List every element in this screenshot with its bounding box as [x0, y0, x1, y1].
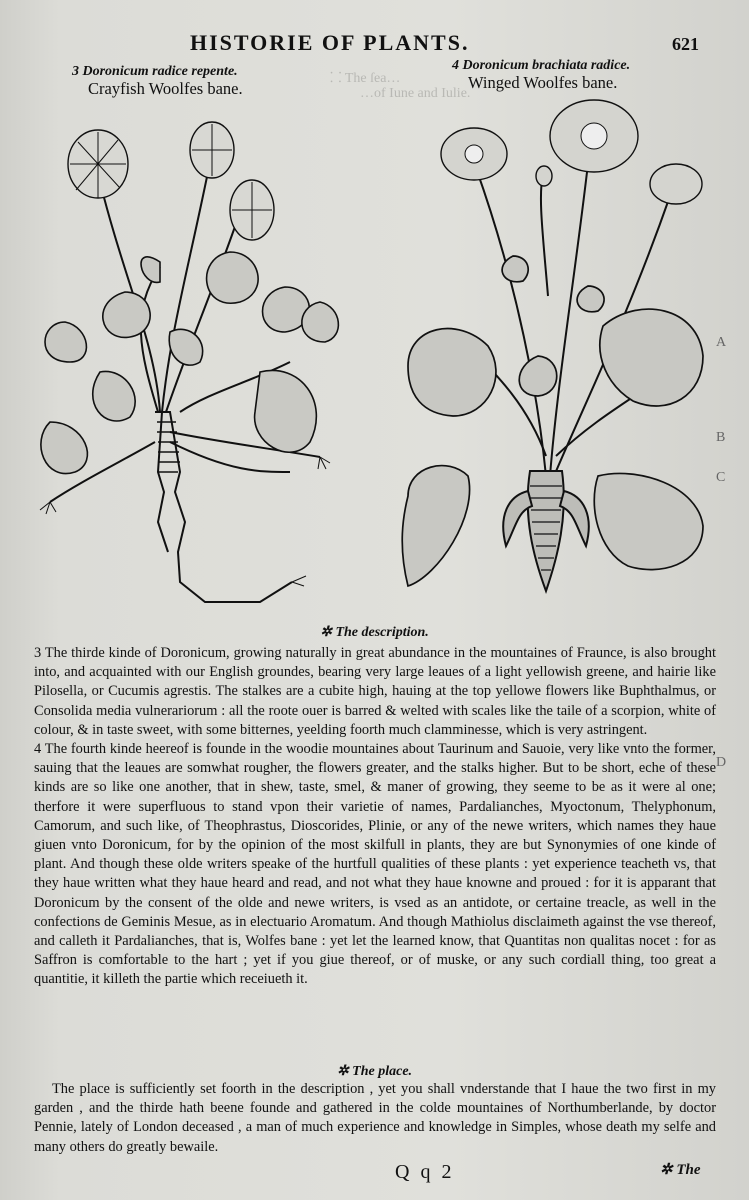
description-paragraph: 4 The fourth kinde heereof is founde in the woodie mountaines about Taurinum and Sauoie, very like vnto the former, sauing that the leaues are somwhat rougher, the flowers greater, and the stalks higher. But to be short, eche of these kinds are so like one another, that in shew, taste, smel, & maner of growing, they seeme to be as it were al one; therfore it were superfluous to stand vpon their varietie of names, Pardalianches, Myoctonum, Thelyphonum, Camorum, and such like, of Theophrastus, Dioscorides, Plinie, or any of the newe writers, which names they haue giuen vnto Doronicum, for by the opinion of the most skilfull in plants, they are but Synonymies of one kinde of plant. And though these olde writers speake of the hurtfull qualities of these plants : yet experience teacheth vs, that they haue written what they haue heard and read, and not what they haue knowne and proued : for it is apparant that Doronicum by the consent of the olde and newe writers, is vsed as an antidote, or certaine treacle, as well in the confections de Geminis Mesue, as in electuario Aromatum. And though Mathiolus disclaimeth against the vse thereof, and calleth it Pardalianches, that is, Wolfes bane : yet let the learned know, that Quantitas non qualitas nocet : for as Saffron is comfortable to the hart ; yet if you giue thereof, or of muske, or any such cordiall thing, too great a quantitie, it killeth the partie which receiueth it.	[34, 741, 716, 988]
section-heading-place: ✲ The place.	[336, 1064, 413, 1079]
page-number: 621	[672, 34, 699, 54]
plate-english-name: Winged Woolfes bane.	[468, 73, 618, 92]
plate-latin-name: 4 Doronicum brachiata radice.	[452, 58, 631, 73]
running-title: HISTORIE OF PLANTS.	[190, 30, 470, 55]
plate-caption-left	[72, 64, 243, 99]
margin-letter: D	[716, 755, 727, 770]
description-text	[34, 644, 716, 990]
woodcut-crayfish-woolfes-bane	[30, 112, 350, 612]
bleed-through: …of Iune and Iulie.	[360, 86, 471, 101]
plate-caption-right	[452, 58, 630, 93]
margin-letter: A	[716, 335, 727, 350]
section-heading-description: ✲ The description.	[320, 625, 429, 640]
plate-english-name: Crayfish Woolfes bane.	[88, 79, 243, 98]
signature-mark: Q q 2	[395, 1161, 455, 1183]
plate-latin-name: 3 Doronicum radice repente.	[72, 64, 238, 79]
woodcut-winged-woolfes-bane	[398, 96, 718, 606]
place-text	[34, 1080, 716, 1157]
margin-letter: C	[716, 470, 726, 485]
catchword: ✲ The	[660, 1162, 701, 1178]
place-paragraph: The place is sufficiently set foorth in the description , yet you shall vnderstande that I haue the two first in my garden , and the thirde hath beene founde and gathered in the colde mountaines of Northumberlande, by doctor Pennie, lately of London deceased , a man of much experience and knowledge in Simples, whose death my selfe and many others do greatly bewaile.	[34, 1081, 716, 1155]
bleed-through: ⸬ The ſea…	[330, 71, 401, 86]
margin-letter: B	[716, 430, 726, 445]
description-paragraph: 3 The thirde kinde of Doronicum, growing naturally in great abundance in the mountaines of Fraunce, is also brought into, and acquainted with our English groundes, bearing very large leaues of a light yellowish greene, and hairie like Pilosella, or Cucumis agrestis. The stalkes are a cubite high, hauing at the top yellowe flowers like Buphthalmus, or Consolida media vulnerariorum : all the roote ouer is barred & welted with scales like the taile of a scorpion, white of colour, & in taste sweet, with some bitternes, yeelding foorth much clamminesse, which is very astringent.	[34, 645, 716, 738]
